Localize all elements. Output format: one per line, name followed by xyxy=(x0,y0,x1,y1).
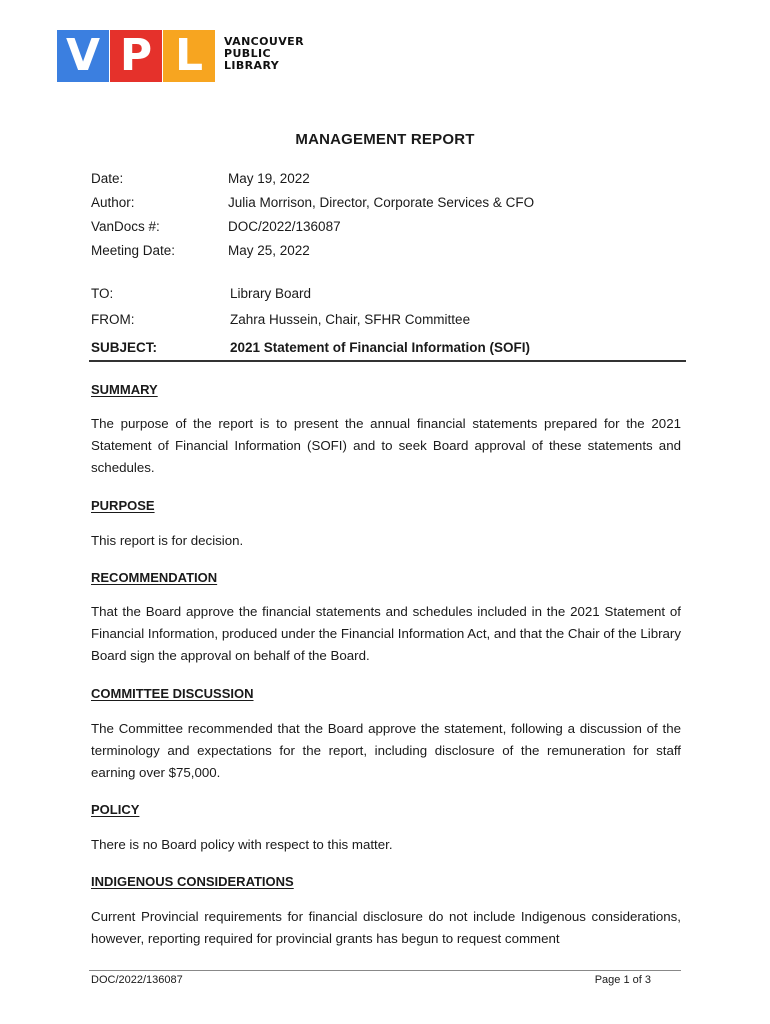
logo-letter-p: P xyxy=(110,30,162,82)
logo-text-line: VANCOUVER xyxy=(224,35,304,48)
section-body-summary: The purpose of the report is to present the annual financial statements prepared for the 2021 Statement of Financial Information (SOFI) and to seek Board approval of these statements and schedules. xyxy=(91,416,681,475)
section-heading-purpose: PURPOSE xyxy=(91,498,155,513)
logo-text-line: LIBRARY xyxy=(224,59,280,72)
routing-label: TO: xyxy=(91,286,114,301)
section-heading-indigenous-considerations: INDIGENOUS CONSIDERATIONS xyxy=(91,874,294,889)
section-heading-recommendation: RECOMMENDATION xyxy=(91,570,218,585)
section-body-indigenous-considerations: Current Provincial requirements for financial disclosure do not include Indigenous considerations, however, reporting required for provincial grants has begun to request comment xyxy=(91,909,681,946)
section-body-purpose: This report is for decision. xyxy=(91,533,244,548)
section-body-committee-discussion: The Committee recommended that the Board approve the statement, following a discussion of the terminology and expectations for the report, including disclosure of the remuneration for staff earning over $75,000. xyxy=(91,721,681,780)
routing-label: SUBJECT: xyxy=(91,340,158,355)
section-heading-policy: POLICY xyxy=(91,802,140,817)
routing-value: Library Board xyxy=(230,286,312,301)
meta-label: Meeting Date: xyxy=(91,243,176,258)
logo-text-line: PUBLIC xyxy=(224,47,271,60)
logo-letter-l: L xyxy=(163,30,215,82)
routing-value: Zahra Hussein, Chair, SFHR Committee xyxy=(230,312,471,327)
meta-value: May 19, 2022 xyxy=(228,171,310,186)
routing-label: FROM: xyxy=(91,312,135,327)
meta-label: Author: xyxy=(91,195,135,210)
footer-doc-id: DOC/2022/136087 xyxy=(91,974,183,986)
meta-value: DOC/2022/136087 xyxy=(228,219,341,234)
footer-page-number: Page 1 of 3 xyxy=(594,974,651,986)
section-heading-committee-discussion: COMMITTEE DISCUSSION xyxy=(91,686,254,701)
meta-value: Julia Morrison, Director, Corporate Services & CFO xyxy=(228,195,535,210)
logo-letter-v: V xyxy=(57,30,109,82)
meta-label: VanDocs #: xyxy=(91,219,160,234)
routing-value: 2021 Statement of Financial Information (SOFI) xyxy=(230,340,531,355)
section-heading-summary: SUMMARY xyxy=(91,382,158,397)
meta-value: May 25, 2022 xyxy=(228,243,310,258)
footer-divider xyxy=(89,970,681,971)
section-body-policy: There is no Board policy with respect to this matter. xyxy=(91,837,393,852)
header-divider xyxy=(89,360,686,362)
section-body-recommendation: That the Board approve the financial statements and schedules included in the 2021 Statement of Financial Information, produced under the Financial Information Act, and that the Chair of the Library Board sign the approval on behalf of the Board. xyxy=(91,604,681,663)
report-title: MANAGEMENT REPORT xyxy=(295,131,475,148)
logo-wordmark xyxy=(224,36,304,72)
meta-label: Date: xyxy=(91,171,124,186)
vpl-logo xyxy=(57,30,304,82)
